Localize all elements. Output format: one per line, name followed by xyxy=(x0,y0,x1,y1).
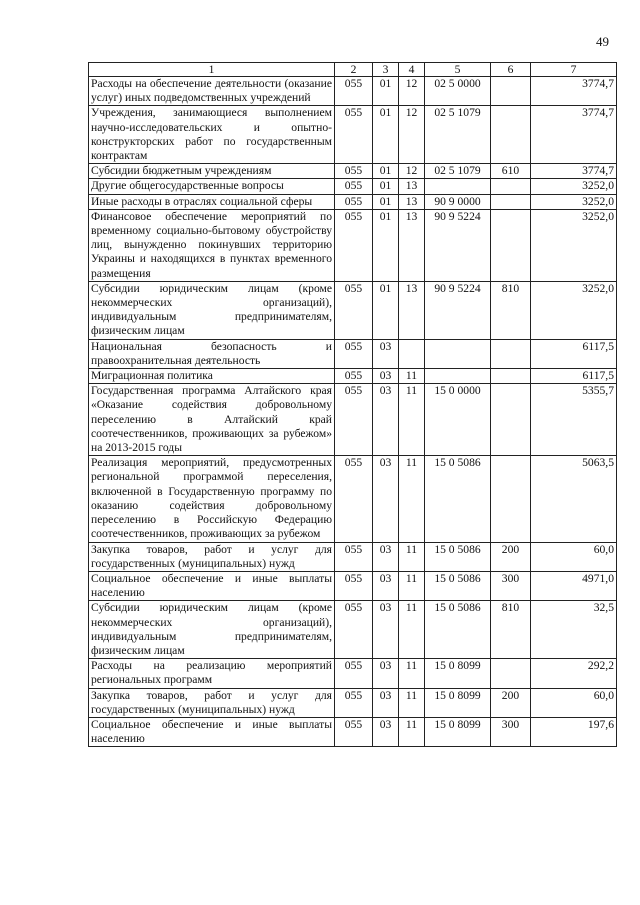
target-article-code: 15 0 8099 xyxy=(425,717,491,746)
target-article-code: 90 9 5224 xyxy=(425,209,491,281)
column-number: 5 xyxy=(425,63,491,77)
ministry-code: 055 xyxy=(335,209,373,281)
expense-type-code: 300 xyxy=(491,717,531,746)
amount: 6117,5 xyxy=(531,369,617,384)
expense-type-code: 810 xyxy=(491,281,531,339)
table-row xyxy=(89,179,617,194)
row-name: Учреждения, занимающиеся выполнением научно-исследовательских и опытно-конструкторских работ по государственным контрактам xyxy=(89,106,335,164)
column-number: 7 xyxy=(531,63,617,77)
ministry-code: 055 xyxy=(335,384,373,456)
expense-type-code: 200 xyxy=(491,688,531,717)
expense-type-code xyxy=(491,209,531,281)
page-number: 49 xyxy=(596,34,609,49)
table-row xyxy=(89,542,617,571)
subsection-code: 13 xyxy=(399,194,425,209)
ministry-code: 055 xyxy=(335,542,373,571)
row-name: Закупка товаров, работ и услуг для государственных (муниципальных) нужд xyxy=(89,542,335,571)
ministry-code: 055 xyxy=(335,659,373,688)
ministry-code: 055 xyxy=(335,77,373,106)
target-article-code: 15 0 8099 xyxy=(425,659,491,688)
column-number-row xyxy=(89,63,617,77)
expense-type-code xyxy=(491,384,531,456)
subsection-code: 13 xyxy=(399,179,425,194)
amount: 3252,0 xyxy=(531,281,617,339)
row-name: Социальное обеспечение и иные выплаты населению xyxy=(89,571,335,600)
section-code: 03 xyxy=(373,384,399,456)
amount: 32,5 xyxy=(531,601,617,659)
table-row xyxy=(89,456,617,542)
target-article-code: 15 0 0000 xyxy=(425,384,491,456)
section-code: 03 xyxy=(373,339,399,368)
target-article-code: 90 9 5224 xyxy=(425,281,491,339)
table-row xyxy=(89,384,617,456)
table-row xyxy=(89,571,617,600)
section-code: 01 xyxy=(373,194,399,209)
section-code: 03 xyxy=(373,542,399,571)
subsection-code: 12 xyxy=(399,106,425,164)
table-row xyxy=(89,659,617,688)
target-article-code: 15 0 5086 xyxy=(425,571,491,600)
amount: 292,2 xyxy=(531,659,617,688)
row-name: Субсидии бюджетным учреждениям xyxy=(89,164,335,179)
table-row xyxy=(89,194,617,209)
expense-type-code xyxy=(491,106,531,164)
target-article-code: 90 9 0000 xyxy=(425,194,491,209)
row-name: Субсидии юридическим лицам (кроме некоммерческих организаций), индивидуальным предпринимателям, физическим лицам xyxy=(89,601,335,659)
ministry-code: 055 xyxy=(335,688,373,717)
subsection-code: 12 xyxy=(399,164,425,179)
section-code: 03 xyxy=(373,456,399,542)
section-code: 01 xyxy=(373,179,399,194)
row-name: Расходы на обеспечение деятельности (оказание услуг) иных подведомственных учреждений xyxy=(89,77,335,106)
section-code: 01 xyxy=(373,281,399,339)
target-article-code: 15 0 8099 xyxy=(425,688,491,717)
column-number: 1 xyxy=(89,63,335,77)
subsection-code: 13 xyxy=(399,281,425,339)
subsection-code: 11 xyxy=(399,688,425,717)
expense-type-code xyxy=(491,77,531,106)
column-number: 6 xyxy=(491,63,531,77)
subsection-code: 11 xyxy=(399,384,425,456)
row-name: Реализация мероприятий, предусмотренных региональной программой переселения, включенной в Государственную программу по оказанию содействия добровольному переселению в Российскую Федерацию соотечественников, проживающих за рубежом xyxy=(89,456,335,542)
subsection-code: 12 xyxy=(399,77,425,106)
budget-table xyxy=(88,62,617,747)
expense-type-code xyxy=(491,179,531,194)
section-code: 01 xyxy=(373,209,399,281)
target-article-code: 02 5 1079 xyxy=(425,164,491,179)
ministry-code: 055 xyxy=(335,106,373,164)
amount: 3252,0 xyxy=(531,209,617,281)
section-code: 03 xyxy=(373,369,399,384)
ministry-code: 055 xyxy=(335,571,373,600)
row-name: Субсидии юридическим лицам (кроме некоммерческих организаций), индивидуальным предпринимателям, физическим лицам xyxy=(89,281,335,339)
row-name: Иные расходы в отраслях социальной сферы xyxy=(89,194,335,209)
row-name: Миграционная политика xyxy=(89,369,335,384)
ministry-code: 055 xyxy=(335,601,373,659)
target-article-code: 15 0 5086 xyxy=(425,456,491,542)
expense-type-code xyxy=(491,659,531,688)
subsection-code: 11 xyxy=(399,659,425,688)
ministry-code: 055 xyxy=(335,339,373,368)
section-code: 01 xyxy=(373,77,399,106)
target-article-code xyxy=(425,339,491,368)
table-row xyxy=(89,209,617,281)
column-number: 4 xyxy=(399,63,425,77)
subsection-code: 11 xyxy=(399,456,425,542)
expense-type-code xyxy=(491,194,531,209)
target-article-code: 02 5 0000 xyxy=(425,77,491,106)
target-article-code: 15 0 5086 xyxy=(425,601,491,659)
amount: 197,6 xyxy=(531,717,617,746)
subsection-code: 11 xyxy=(399,369,425,384)
row-name: Финансовое обеспечение мероприятий по временному социально-бытовому обустройству лиц, вынужденно покинувших территорию Украины и находящихся в пунктах временного размещения xyxy=(89,209,335,281)
section-code: 01 xyxy=(373,106,399,164)
expense-type-code: 610 xyxy=(491,164,531,179)
expense-type-code xyxy=(491,369,531,384)
expense-type-code: 200 xyxy=(491,542,531,571)
ministry-code: 055 xyxy=(335,456,373,542)
table-row xyxy=(89,281,617,339)
column-number: 2 xyxy=(335,63,373,77)
target-article-code: 15 0 5086 xyxy=(425,542,491,571)
target-article-code: 02 5 1079 xyxy=(425,106,491,164)
row-name: Национальная безопасность и правоохранительная деятельность xyxy=(89,339,335,368)
ministry-code: 055 xyxy=(335,281,373,339)
table-row xyxy=(89,77,617,106)
row-name: Государственная программа Алтайского края «Оказание содействия добровольному переселению в Алтайский край соотечественников, проживающих за рубежом» на 2013-2015 годы xyxy=(89,384,335,456)
column-number: 3 xyxy=(373,63,399,77)
table-row xyxy=(89,106,617,164)
amount: 5355,7 xyxy=(531,384,617,456)
subsection-code: 13 xyxy=(399,209,425,281)
amount: 5063,5 xyxy=(531,456,617,542)
ministry-code: 055 xyxy=(335,717,373,746)
amount: 3774,7 xyxy=(531,106,617,164)
subsection-code: 11 xyxy=(399,601,425,659)
ministry-code: 055 xyxy=(335,179,373,194)
table-row xyxy=(89,164,617,179)
section-code: 03 xyxy=(373,571,399,600)
amount: 60,0 xyxy=(531,688,617,717)
subsection-code: 11 xyxy=(399,542,425,571)
row-name: Расходы на реализацию мероприятий региональных программ xyxy=(89,659,335,688)
ministry-code: 055 xyxy=(335,194,373,209)
expense-type-code xyxy=(491,456,531,542)
section-code: 01 xyxy=(373,164,399,179)
amount: 3252,0 xyxy=(531,194,617,209)
amount: 3774,7 xyxy=(531,77,617,106)
table-row xyxy=(89,339,617,368)
subsection-code: 11 xyxy=(399,571,425,600)
expense-type-code: 300 xyxy=(491,571,531,600)
row-name: Закупка товаров, работ и услуг для государственных (муниципальных) нужд xyxy=(89,688,335,717)
table-row xyxy=(89,601,617,659)
subsection-code: 11 xyxy=(399,717,425,746)
amount: 3774,7 xyxy=(531,164,617,179)
expense-type-code: 810 xyxy=(491,601,531,659)
row-name: Социальное обеспечение и иные выплаты населению xyxy=(89,717,335,746)
section-code: 03 xyxy=(373,717,399,746)
section-code: 03 xyxy=(373,601,399,659)
amount: 4971,0 xyxy=(531,571,617,600)
section-code: 03 xyxy=(373,688,399,717)
expense-type-code xyxy=(491,339,531,368)
table-row xyxy=(89,369,617,384)
subsection-code xyxy=(399,339,425,368)
section-code: 03 xyxy=(373,659,399,688)
ministry-code: 055 xyxy=(335,369,373,384)
target-article-code xyxy=(425,369,491,384)
ministry-code: 055 xyxy=(335,164,373,179)
target-article-code xyxy=(425,179,491,194)
table-row xyxy=(89,717,617,746)
row-name: Другие общегосударственные вопросы xyxy=(89,179,335,194)
amount: 60,0 xyxy=(531,542,617,571)
amount: 3252,0 xyxy=(531,179,617,194)
amount: 6117,5 xyxy=(531,339,617,368)
table-row xyxy=(89,688,617,717)
